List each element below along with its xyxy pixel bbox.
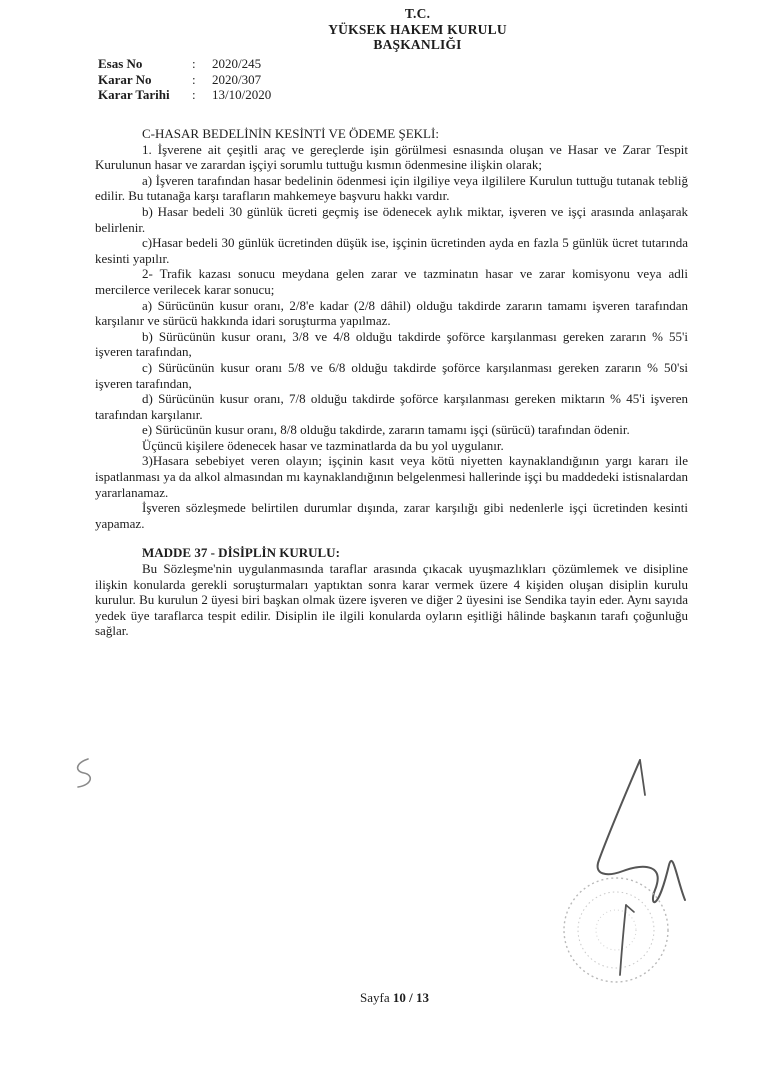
meta-row-esas <box>98 56 271 72</box>
seal-stamp-icon <box>526 870 696 990</box>
meta-value: 13/10/2020 <box>212 87 272 102</box>
paragraph: e) Sürücünün kusur oranı, 8/8 olduğu takdirde, zararın tamamı işçi (sürücü) tarafından ödenir. <box>142 422 630 438</box>
meta-row-karar <box>98 72 271 88</box>
paragraph: a) İşveren tarafından hasar bedelinin ödenmesi için ilgiliye veya ilgililere Kurulun tuttuğu tutanak tebliğ edilir. Bu tutanağa karşı tarafların mahkemeye başvuru hakkı vardır. <box>95 172 688 204</box>
page-number-value: 10 / 13 <box>392 990 429 1005</box>
paragraph: c)Hasar bedeli 30 günlük ücretinden düşük ise, işçinin ücretinden ayda en fazla 5 günlük ücret tutarında kesinti yapılır. <box>95 235 688 266</box>
page-number <box>360 990 429 1006</box>
meta-row-tarih <box>98 87 271 103</box>
meta-value: 2020/307 <box>212 71 262 87</box>
header-presidency: BAŞKANLIĞI <box>373 37 462 52</box>
paragraph: 3)Hasara sebebiyet veren olayın; işçinin kasıt veya kötü niyetten kaynaklandığının yargı kararı ile ispatlanması ya da alkol almasından mı kaynaklandığının belgelenmesi hallerinde işçi bu maddedeki istisnalardan yararlanamaz. <box>95 453 688 500</box>
handwritten-margin-mark-icon <box>68 755 108 795</box>
document-body <box>95 126 688 639</box>
paragraph: 1. İşverene ait çeşitli araç ve gereçlerde işin görülmesi esnasında oluşan ve Hasar ve Zarar Tespit Kurulunun hasar ve zarardan işçiyi sorumlu tuttuğu kısmın ödenmesine ilişkin olarak; <box>95 141 688 173</box>
paragraph: c) Sürücünün kusur oranı 5/8 ve 6/8 olduğu takdirde şoförce karşılanması gereken zararın % 50'si işveren tarafından, <box>95 359 688 391</box>
meta-label: Karar No <box>98 71 152 87</box>
meta-label: Karar Tarihi <box>98 87 170 102</box>
paragraph: Bu Sözleşme'nin uygulanmasında taraflar arasında çıkacak uyuşmazlıkları çözümlemek ve disipline ilişkin konularda gerekli soruşturmaları yaptıktan sonra karar vermek üzere 4 kişiden oluşan disiplin kurulu kurulur. Bu kurulun 2 üyesi biri başkan olmak üzere işveren ve diğer 2 üyesini ise Sendika tayin eder. Aynı sayıda yedek üye taraflarca tespit edilir. Disiplin ile ilgili konularda oyların eşitliği hâlinde başkanın tarafı çoğunluğu sağlar. <box>95 561 688 639</box>
paragraph: d) Sürücünün kusur oranı, 7/8 olduğu takdirde şoförce karşılanması gereken miktarın % 45'i işveren tarafından karşılanır. <box>95 391 688 422</box>
document-header <box>0 6 763 53</box>
header-institution: YÜKSEK HAKEM KURULU <box>328 21 507 37</box>
meta-label: Esas No <box>98 56 143 71</box>
paragraph: a) Sürücünün kusur oranı, 2/8'e kadar (2/8 dâhil) olduğu takdirde zararın tamamı işveren tarafından karşılanır ve sürücü hakkında idari soruşturma yapılmaz. <box>95 297 688 329</box>
meta-colon: : <box>192 56 196 71</box>
header-tc: T.C. <box>404 6 431 21</box>
paragraph: İşveren sözleşmede belirtilen durumlar dışında, zarar karşılığı gibi nedenlerle işçi ücretinden kesinti yapamaz. <box>95 500 688 531</box>
meta-colon: : <box>192 71 196 87</box>
paragraph: Üçüncü kişilere ödenecek hasar ve tazminatlarda da bu yol uygulanır. <box>142 437 504 453</box>
paragraph: b) Hasar bedeli 30 günlük ücreti geçmiş ise ödenecek aylık miktar, işveren ve işçi arasında anlaşarak belirlenir. <box>95 203 688 235</box>
page-number-prefix: Sayfa <box>360 990 390 1005</box>
meta-value: 2020/245 <box>212 56 262 71</box>
spacer <box>95 531 688 545</box>
paragraph: 2- Trafik kazası sonucu meydana gelen zarar ve tazminatın hasar ve zarar komisyonu veya adli mercilerce verilecek karar sonucu; <box>95 266 688 297</box>
paragraph: b) Sürücünün kusur oranı, 3/8 ve 4/8 olduğu takdirde şoförce karşılanması gereken zararın % 55'i işveren tarafından, <box>95 328 688 360</box>
meta-colon: : <box>192 87 196 102</box>
madde-37-title: MADDE 37 - DİSİPLİN KURULU: <box>142 545 340 561</box>
case-meta <box>98 56 271 103</box>
section-c-title: C-HASAR BEDELİNİN KESİNTİ VE ÖDEME ŞEKLİ: <box>142 126 439 141</box>
